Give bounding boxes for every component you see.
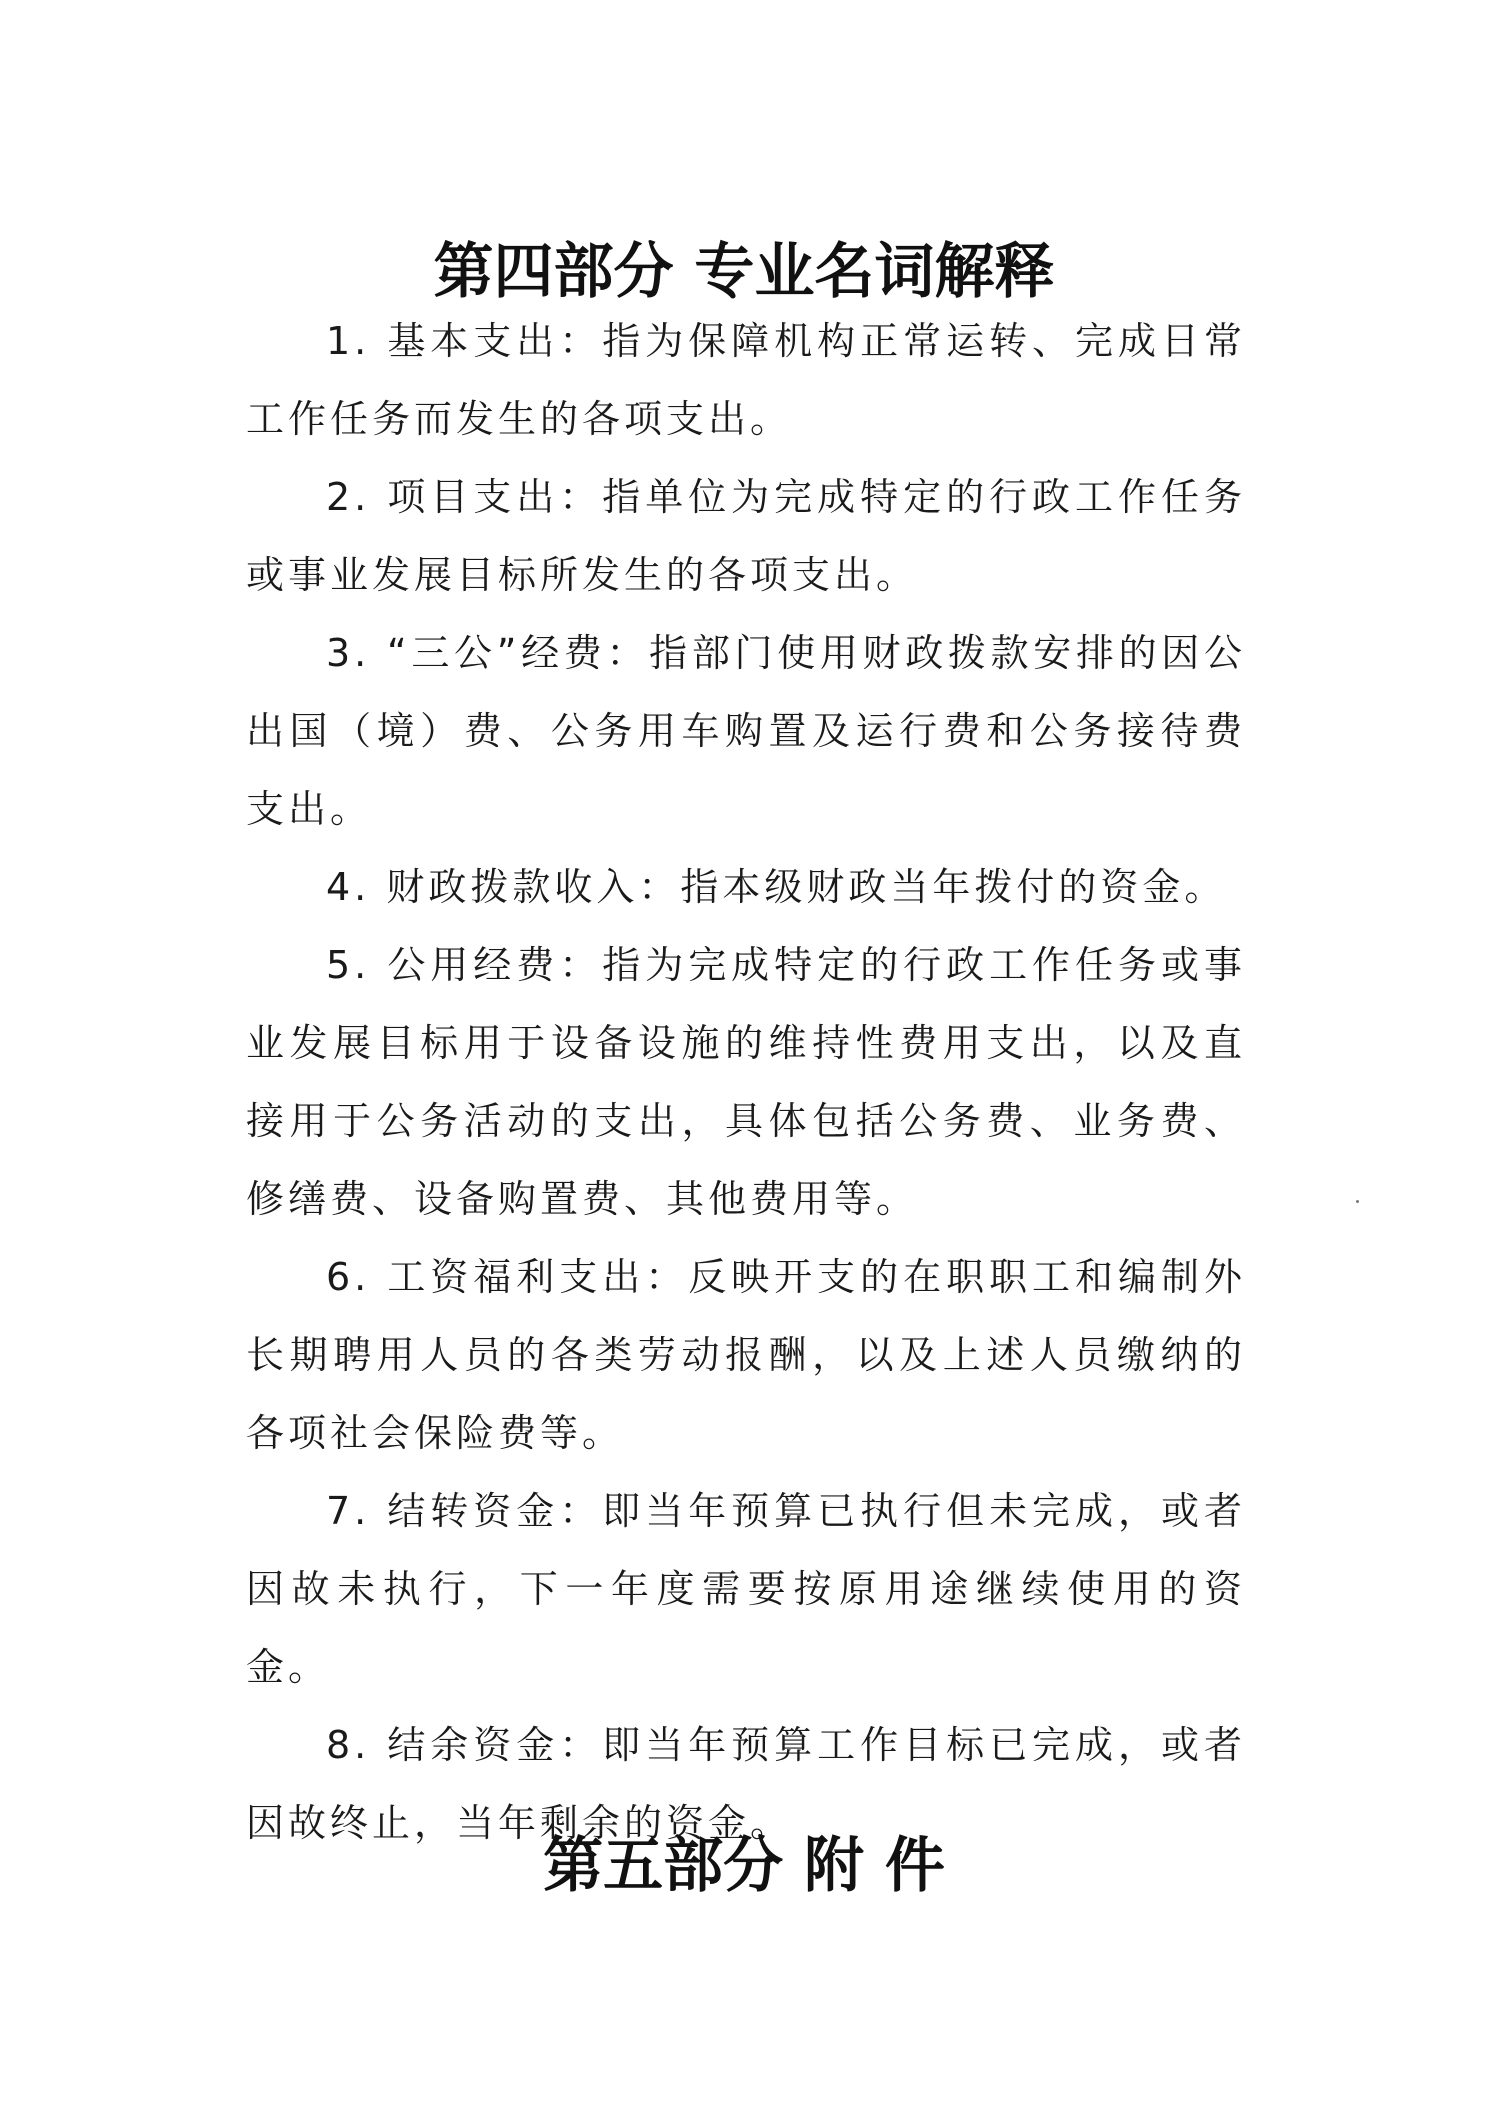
term-item <box>246 1472 1246 1706</box>
scan-speck <box>1356 1200 1359 1203</box>
term-label: 1. 基本支出： <box>326 319 603 363</box>
term-definition: 指本级财政当年拨付的资金。 <box>680 865 1227 909</box>
term-label: 8. 结余资金： <box>326 1723 603 1767</box>
term-item <box>246 458 1246 614</box>
term-item <box>246 1238 1246 1472</box>
section-5-title: 第五部分 附 件 <box>543 1831 945 1902</box>
term-label: 3. “三公”经费： <box>326 631 650 675</box>
term-item <box>246 848 1246 926</box>
term-definition: 反映开支的在职职工和编制外长期聘用人员的各类劳动报酬，以及上述人员缴纳的各项社会保险费等。 <box>246 1255 1246 1455</box>
term-definition: 指为完成特定的行政工作任务或事业发展目标用于设备设施的维持性费用支出，以及直接用于公务活动的支出，具体包括公务费、业务费、修缮费、设备购置费、其他费用等。 <box>246 943 1246 1221</box>
term-list <box>246 302 1246 1862</box>
term-label: 4. 财政拨款收入： <box>326 865 681 909</box>
term-label: 5. 公用经费： <box>326 943 603 987</box>
term-label: 7. 结转资金： <box>326 1489 603 1533</box>
term-definition: 即当年预算已执行但未完成，或者因故未执行，下一年度需要按原用途继续使用的资金。 <box>246 1489 1246 1689</box>
term-definition: 指单位为完成特定的行政工作任务或事业发展目标所发生的各项支出。 <box>246 475 1246 597</box>
term-item <box>246 614 1246 848</box>
term-label: 2. 项目支出： <box>326 475 603 519</box>
term-item <box>246 302 1246 458</box>
term-definition: 指部门使用财政拨款安排的因公出国（境）费、公务用车购置及运行费和公务接待费支出。 <box>246 631 1246 831</box>
term-definition: 即当年预算工作目标已完成，或者因故终止，当年剩余的资金。 <box>246 1723 1246 1845</box>
term-label: 6. 工资福利支出： <box>326 1255 689 1299</box>
term-definition: 指为保障机构正常运转、完成日常工作任务而发生的各项支出。 <box>246 319 1246 441</box>
section-4-title: 第四部分 专业名词解释 <box>433 237 1055 308</box>
term-item <box>246 926 1246 1238</box>
